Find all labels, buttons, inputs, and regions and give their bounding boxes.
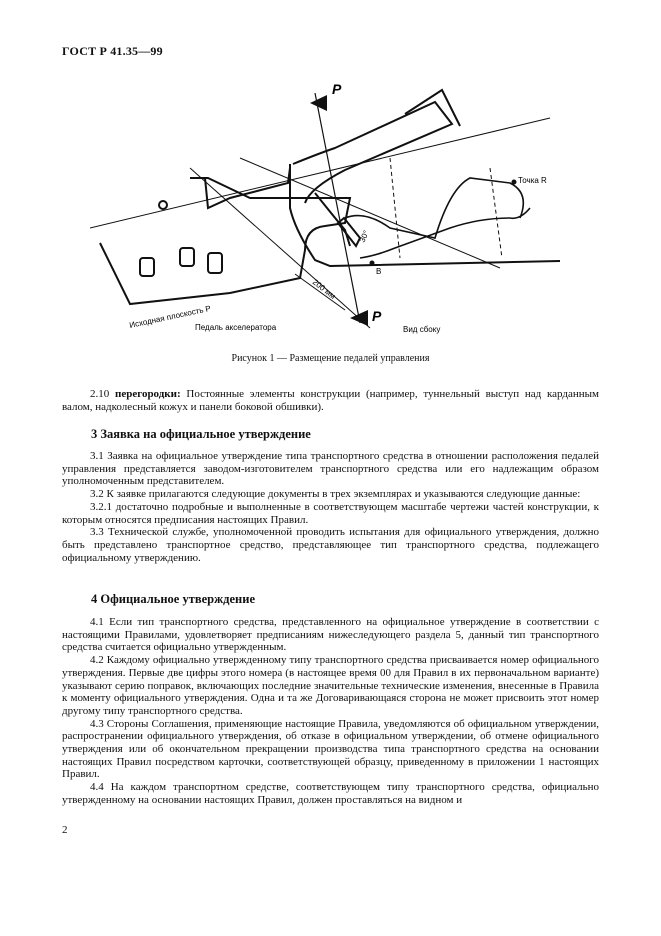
paragraph-3-2: 3.2 К заявке прилагаются следующие документы в трех экземплярах и указываются следующие данные: bbox=[90, 488, 581, 501]
steering-column bbox=[293, 102, 452, 203]
document-header: ГОСТ Р 41.35—99 bbox=[62, 44, 163, 58]
label-point-r: Точка R bbox=[518, 176, 547, 185]
point-b bbox=[370, 261, 375, 266]
paragraph-4-1: 4.1 Если тип транспортного средства, представленного на официальное утверждение в соответствии с настоящими Правилами, удовлетворяет предписаниям нижеследующего раздела 5, данный тип транспортного средства считается официально утвержденным. bbox=[62, 616, 599, 654]
label-side-view: Вид сбоку bbox=[403, 325, 441, 334]
term-partitions: перегородки: bbox=[115, 388, 181, 400]
pedals-front-view bbox=[140, 201, 222, 276]
paragraph-3-2-1: 3.2.1 достаточно подробные и выполненные в соответствующем масштабе чертежи частей конструкции, к которым относятся предписания настоящих Правил. bbox=[62, 500, 599, 526]
label-dimension: 200 мм bbox=[310, 277, 338, 301]
label-angle: 30° bbox=[357, 229, 371, 244]
paragraph-2-10: 2.10 перегородки: Постоянные элементы конструкции (например, туннельный выступ над карданным валом, надколесный кожух и панели боковой обшивки). bbox=[62, 388, 599, 413]
label-point-b: B bbox=[376, 267, 382, 276]
paragraph-3-1: 3.1 Заявка на официальное утверждение типа транспортного средства в отношении расположения педалей управления представляется заводом-изготовителем транспортного средства или его надлежащим образом уполномоченным представителем. bbox=[62, 450, 599, 488]
section-4-body bbox=[62, 616, 599, 807]
figure-caption: Рисунок 1 — Размещение педалей управления bbox=[231, 353, 430, 364]
section-3-body bbox=[62, 450, 599, 564]
leg-lower bbox=[357, 208, 530, 258]
label-pedal: Педаль акселератора bbox=[195, 323, 277, 332]
section-3-title: 3 Заявка на официальное утверждение bbox=[91, 427, 311, 441]
term-definition: Постоянные элементы конструкции (например, туннельный выступ над карданным валом, надколесный кожух и панели боковой обшивки). bbox=[62, 388, 599, 413]
pedal-layout-figure bbox=[90, 78, 580, 348]
paragraph-3-3: 3.3 Технической службе, уполномоченной проводить испытания для официального утверждения, должно быть представлено транспортное средство, представляющее тип транспортного средства, подлежащего официальному утверждению. bbox=[62, 526, 599, 564]
point-r bbox=[512, 180, 517, 185]
label-p-top: P bbox=[332, 81, 342, 97]
paragraph-4-3: 4.3 Стороны Соглашения, применяющие настоящие Правила, уведомляются об официальном утверждении, распространении официального утверждения, об отказе в официальном утверждении, об отмене официального утверждения или об окончательном прекращении производства типа транспортного средства на основании настоящих Правил посредством карточки, соответствующей образцу, приведенному в приложении 1 настоящих Правил. bbox=[62, 717, 599, 781]
paragraph-4-4: 4.4 На каждом транспортном средстве, соответствующем типу транспортного средства, официально утвержденному на основании настоящих Правил, должен проставляться на видном и bbox=[62, 781, 599, 806]
leg-outline bbox=[345, 178, 523, 238]
steering-wheel bbox=[405, 90, 460, 126]
paragraph-4-2: 4.2 Каждому официально утвержденному типу транспортного средства присваивается номер официального утверждения. Первые две цифры этого номера (в настоящее время 00 для Правил в их первоначальном варианте) указывают серию поправок, включающих последние значительные технические изменения, внесенные в Правила к моменту официального утверждения. Одна и та же Договаривающаяся сторона не может присвоить этот номер другому типу транспортного средства. bbox=[62, 654, 599, 717]
label-p-bottom: P bbox=[372, 308, 382, 324]
page-number: 2 bbox=[62, 824, 68, 836]
section-4-title: 4 Официальное утверждение bbox=[91, 592, 255, 606]
label-plane: Исходная плоскость Р bbox=[128, 303, 212, 330]
